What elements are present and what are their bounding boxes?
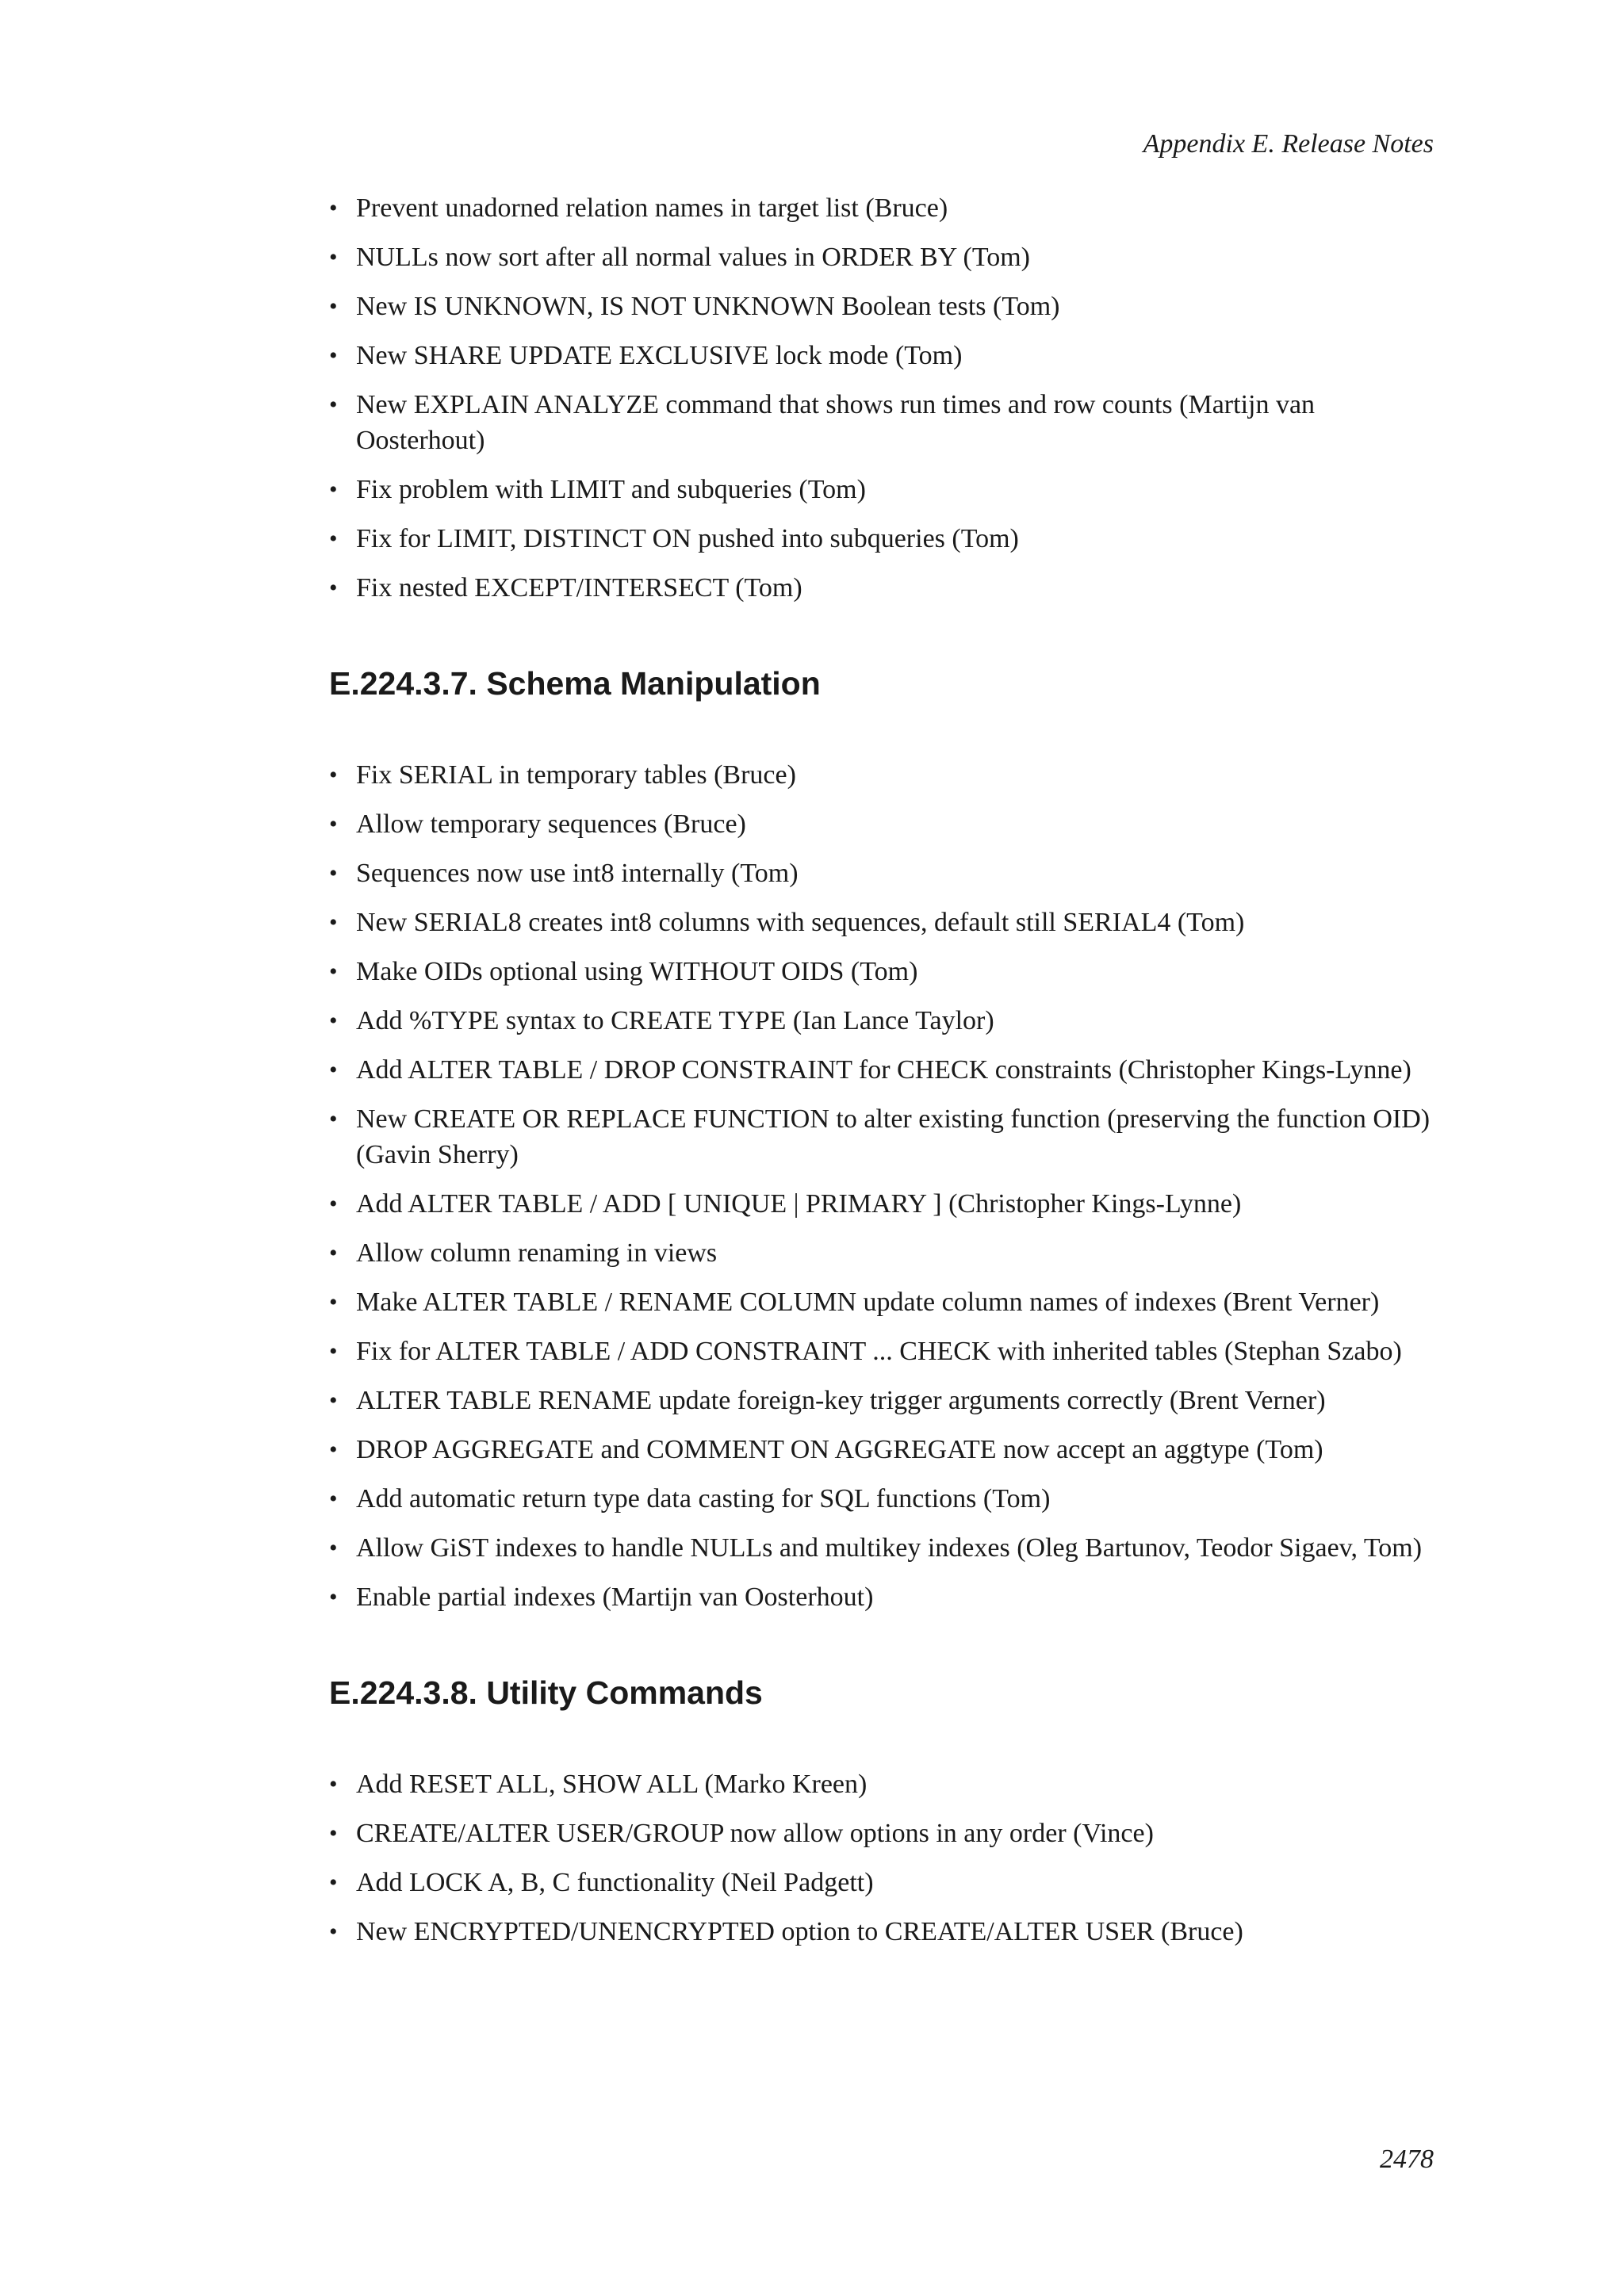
list-item-text: New SHARE UPDATE EXCLUSIVE lock mode (Tom) bbox=[356, 341, 963, 370]
list-item bbox=[329, 1235, 1439, 1271]
list-item bbox=[329, 1101, 1439, 1173]
bullet-icon: • bbox=[329, 244, 338, 270]
list-item-text: Add automatic return type data casting for SQL functions (Tom) bbox=[356, 1484, 1051, 1513]
list-item bbox=[329, 387, 1439, 458]
list-item-text: New CREATE OR REPLACE FUNCTION to alter existing function (preserving the function OID) (Gavin Sherry) bbox=[356, 1104, 1431, 1169]
list-item bbox=[329, 1816, 1439, 1851]
list-item bbox=[329, 521, 1439, 557]
bullet-icon: • bbox=[329, 1338, 338, 1364]
list-item bbox=[329, 954, 1439, 989]
page-number: 2478 bbox=[1380, 2145, 1434, 2174]
bullet-icon: • bbox=[329, 1771, 338, 1797]
release-notes-list-top bbox=[329, 190, 1439, 606]
bullet-icon: • bbox=[329, 762, 338, 788]
list-item-text: CREATE/ALTER USER/GROUP now allow options in any order (Vince) bbox=[356, 1819, 1154, 1848]
bullet-icon: • bbox=[329, 811, 338, 837]
bullet-icon: • bbox=[329, 1584, 338, 1610]
list-item bbox=[329, 1481, 1439, 1517]
list-item bbox=[329, 1530, 1439, 1566]
bullet-icon: • bbox=[329, 959, 338, 985]
list-item bbox=[329, 338, 1439, 373]
list-item-text: New IS UNKNOWN, IS NOT UNKNOWN Boolean tests (Tom) bbox=[356, 292, 1060, 321]
list-item bbox=[329, 239, 1439, 275]
list-item bbox=[329, 1052, 1439, 1088]
list-item-text: Add %TYPE syntax to CREATE TYPE (Ian Lance Taylor) bbox=[356, 1006, 994, 1035]
bullet-icon: • bbox=[329, 1919, 338, 1945]
list-item bbox=[329, 1865, 1439, 1900]
bullet-icon: • bbox=[329, 1008, 338, 1034]
list-item bbox=[329, 905, 1439, 940]
bullet-icon: • bbox=[329, 1106, 338, 1132]
bullet-icon: • bbox=[329, 1057, 338, 1083]
bullet-icon: • bbox=[329, 1535, 338, 1561]
list-item-text: Make OIDs optional using WITHOUT OIDS (Tom) bbox=[356, 957, 918, 986]
list-item-text: Make ALTER TABLE / RENAME COLUMN update column names of indexes (Brent Verner) bbox=[356, 1288, 1380, 1317]
bullet-icon: • bbox=[329, 1387, 338, 1414]
list-item bbox=[329, 806, 1439, 842]
list-item-text: Fix SERIAL in temporary tables (Bruce) bbox=[356, 760, 796, 790]
bullet-icon: • bbox=[329, 1869, 338, 1896]
list-item bbox=[329, 1383, 1439, 1418]
bullet-icon: • bbox=[329, 195, 338, 221]
list-item bbox=[329, 757, 1439, 793]
bullet-icon: • bbox=[329, 526, 338, 552]
bullet-icon: • bbox=[329, 1820, 338, 1846]
bullet-icon: • bbox=[329, 1191, 338, 1217]
list-item bbox=[329, 1186, 1439, 1222]
list-item bbox=[329, 1766, 1439, 1802]
list-item-text: New ENCRYPTED/UNENCRYPTED option to CREATE/ALTER USER (Bruce) bbox=[356, 1917, 1243, 1946]
bullet-icon: • bbox=[329, 1486, 338, 1512]
list-item-text: Add ALTER TABLE / DROP CONSTRAINT for CHECK constraints (Christopher Kings-Lynne) bbox=[356, 1055, 1411, 1085]
list-item bbox=[329, 1579, 1439, 1615]
list-item bbox=[329, 1284, 1439, 1320]
bullet-icon: • bbox=[329, 342, 338, 369]
list-item bbox=[329, 855, 1439, 891]
bullet-icon: • bbox=[329, 1240, 338, 1266]
page-body bbox=[329, 190, 1439, 1963]
list-item-text: Add LOCK A, B, C functionality (Neil Padgett) bbox=[356, 1868, 874, 1897]
list-item-text: Fix nested EXCEPT/INTERSECT (Tom) bbox=[356, 573, 802, 603]
section-heading-schema-manipulation: E.224.3.7. Schema Manipulation bbox=[329, 665, 821, 702]
list-item-text: Add RESET ALL, SHOW ALL (Marko Kreen) bbox=[356, 1770, 868, 1799]
bullet-icon: • bbox=[329, 1289, 338, 1315]
list-item-text: Allow column renaming in views bbox=[356, 1238, 718, 1268]
list-item bbox=[329, 570, 1439, 606]
section-heading-utility-commands: E.224.3.8. Utility Commands bbox=[329, 1674, 763, 1711]
list-item-text: Allow temporary sequences (Bruce) bbox=[356, 809, 746, 839]
list-item-text: Prevent unadorned relation names in target list (Bruce) bbox=[356, 193, 948, 223]
list-item bbox=[329, 1914, 1439, 1950]
list-item-text: Allow GiST indexes to handle NULLs and multikey indexes (Oleg Bartunov, Teodor Sigaev, Tom) bbox=[356, 1533, 1423, 1563]
schema-manipulation-list bbox=[329, 757, 1439, 1615]
list-item-text: Fix for LIMIT, DISTINCT ON pushed into subqueries (Tom) bbox=[356, 524, 1019, 553]
list-item bbox=[329, 289, 1439, 324]
list-item bbox=[329, 190, 1439, 226]
bullet-icon: • bbox=[329, 392, 338, 418]
list-item-text: DROP AGGREGATE and COMMENT ON AGGREGATE now accept an aggtype (Tom) bbox=[356, 1435, 1323, 1464]
utility-commands-list bbox=[329, 1766, 1439, 1950]
list-item-text: New SERIAL8 creates int8 columns with sequences, default still SERIAL4 (Tom) bbox=[356, 908, 1245, 937]
bullet-icon: • bbox=[329, 476, 338, 503]
list-item-text: Add ALTER TABLE / ADD [ UNIQUE | PRIMARY ] (Christopher Kings-Lynne) bbox=[356, 1189, 1242, 1219]
bullet-icon: • bbox=[329, 860, 338, 886]
list-item bbox=[329, 1432, 1439, 1468]
bullet-icon: • bbox=[329, 909, 338, 936]
list-item-text: ALTER TABLE RENAME update foreign-key trigger arguments correctly (Brent Verner) bbox=[356, 1386, 1326, 1415]
list-item-text: Fix problem with LIMIT and subqueries (Tom) bbox=[356, 475, 866, 504]
bullet-icon: • bbox=[329, 293, 338, 320]
list-item bbox=[329, 472, 1439, 507]
running-header: Appendix E. Release Notes bbox=[1143, 129, 1434, 159]
list-item-text: Fix for ALTER TABLE / ADD CONSTRAINT ... CHECK with inherited tables (Stephan Szabo) bbox=[356, 1337, 1402, 1366]
list-item bbox=[329, 1334, 1439, 1369]
bullet-icon: • bbox=[329, 575, 338, 601]
list-item-text: New EXPLAIN ANALYZE command that shows run times and row counts (Martijn van Oosterhout) bbox=[356, 390, 1316, 455]
list-item-text: NULLs now sort after all normal values in ORDER BY (Tom) bbox=[356, 243, 1030, 272]
bullet-icon: • bbox=[329, 1437, 338, 1463]
list-item-text: Sequences now use int8 internally (Tom) bbox=[356, 859, 799, 888]
list-item bbox=[329, 1003, 1439, 1039]
list-item-text: Enable partial indexes (Martijn van Oosterhout) bbox=[356, 1582, 874, 1612]
